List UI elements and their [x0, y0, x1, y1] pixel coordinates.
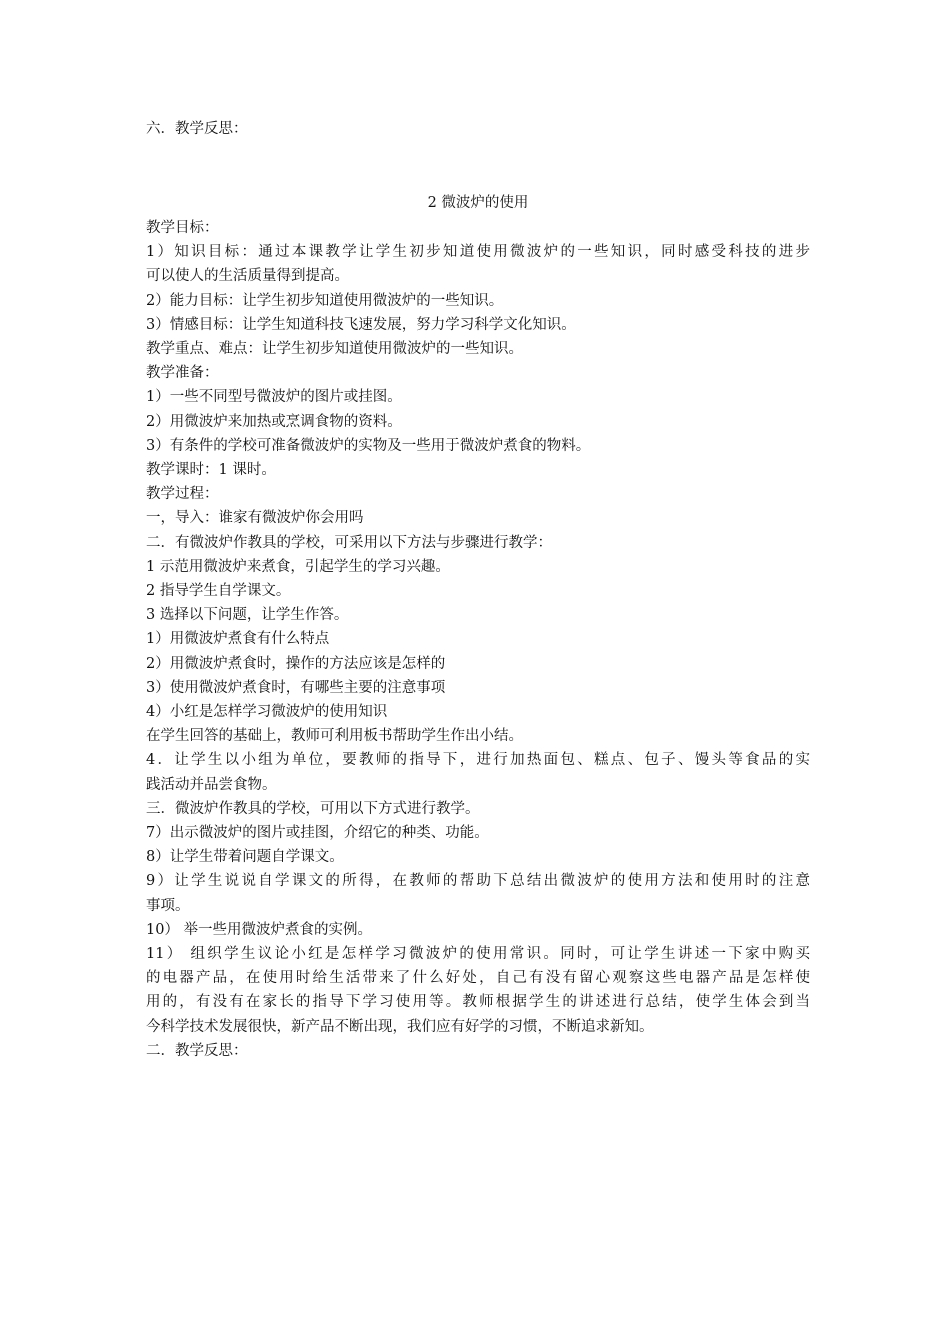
body-line: 3）使用微波炉煮食时，有哪些主要的注意事项 — [146, 679, 446, 696]
body-line: 教学过程： — [146, 486, 219, 503]
body-line: 的电器产品，在使用时给生活带来了什么好处，自己有没有留心观察这些电器产品是怎样使 — [146, 970, 810, 987]
body-line: 二．有微波炉作教具的学校，可采用以下方法与步骤进行教学： — [146, 534, 552, 551]
body-line: 7）出示微波炉的图片或挂图，介绍它的种类、功能。 — [146, 825, 489, 841]
body-line: 1）一些不同型号微波炉的图片或挂图。 — [146, 389, 402, 406]
body-line: 教学目标： — [146, 220, 219, 236]
body-line: 可以使人的生活质量得到提高。 — [146, 268, 349, 285]
body-line: 在学生回答的基础上，教师可利用板书帮助学生作出小结。 — [146, 728, 523, 745]
lesson-title: 2 微波炉的使用 — [427, 195, 529, 211]
body-line: 三．微波炉作教具的学校，可用以下方式进行教学。 — [146, 800, 480, 817]
body-line: 教学准备： — [146, 365, 219, 382]
body-line: 3）有条件的学校可准备微波炉的实物及一些用于微波炉煮食的物料。 — [146, 437, 591, 454]
body-line: 1）用微波炉煮食有什么特点 — [146, 631, 330, 648]
body-line: 8）让学生带着问题自学课文。 — [146, 849, 344, 866]
body-line: 教学课时：1 课时。 — [146, 462, 276, 478]
body-line: 一，导入：谁家有微波炉你会用吗 — [146, 510, 364, 527]
body-line: 事项。 — [146, 897, 190, 914]
body-line: 10） 举一些用微波炉煮食的实例。 — [146, 921, 373, 938]
body-line: 2 指导学生自学课文。 — [146, 583, 291, 599]
body-line: 11） 组织学生议论小红是怎样学习微波炉的使用常识。同时，可让学生讲述一下家中购买 — [146, 946, 810, 962]
body-line: 9）让学生说说自学课文的所得，在教师的帮助下总结出微波炉的使用方法和使用时的注意 — [146, 873, 810, 890]
body-line: 1 示范用微波炉来煮食，引起学生的学习兴趣。 — [146, 558, 450, 575]
body-line: 教学重点、难点：让学生初步知道使用微波炉的一些知识。 — [146, 341, 523, 357]
body-line: 2）能力目标：让学生初步知道使用微波炉的一些知识。 — [146, 292, 504, 309]
body-line: 践活动并品尝食物。 — [146, 776, 277, 793]
body-line: 4）小红是怎样学习微波炉的使用知识 — [146, 704, 388, 720]
body-line: 2）用微波炉来加热或烹调食物的资料。 — [146, 413, 402, 430]
body-line: 今科学技术发展很快，新产品不断出现，我们应有好学的习惯，不断追求新知。 — [146, 1018, 654, 1035]
body-line: 3）情感目标：让学生知道科技飞速发展，努力学习科学文化知识。 — [146, 316, 576, 333]
body-line: 4．让学生以小组为单位，要教师的指导下，进行加热面包、糕点、包子、馒头等食品的实 — [146, 752, 810, 769]
body-line: 1）知识目标：通过本课教学让学生初步知道使用微波炉的一些知识，同时感受科技的进步 — [146, 244, 810, 261]
section-heading-reflection: 六．教学反思： — [146, 121, 248, 137]
body-line: 3 选择以下问题，让学生作答。 — [146, 607, 349, 624]
body-line: 二．教学反思： — [146, 1042, 248, 1059]
body-line: 用的，有没有在家长的指导下学习使用等。教师根据学生的讲述进行总结，使学生体会到当 — [146, 994, 810, 1011]
body-line: 2）用微波炉煮食时，操作的方法应该是怎样的 — [146, 655, 446, 672]
